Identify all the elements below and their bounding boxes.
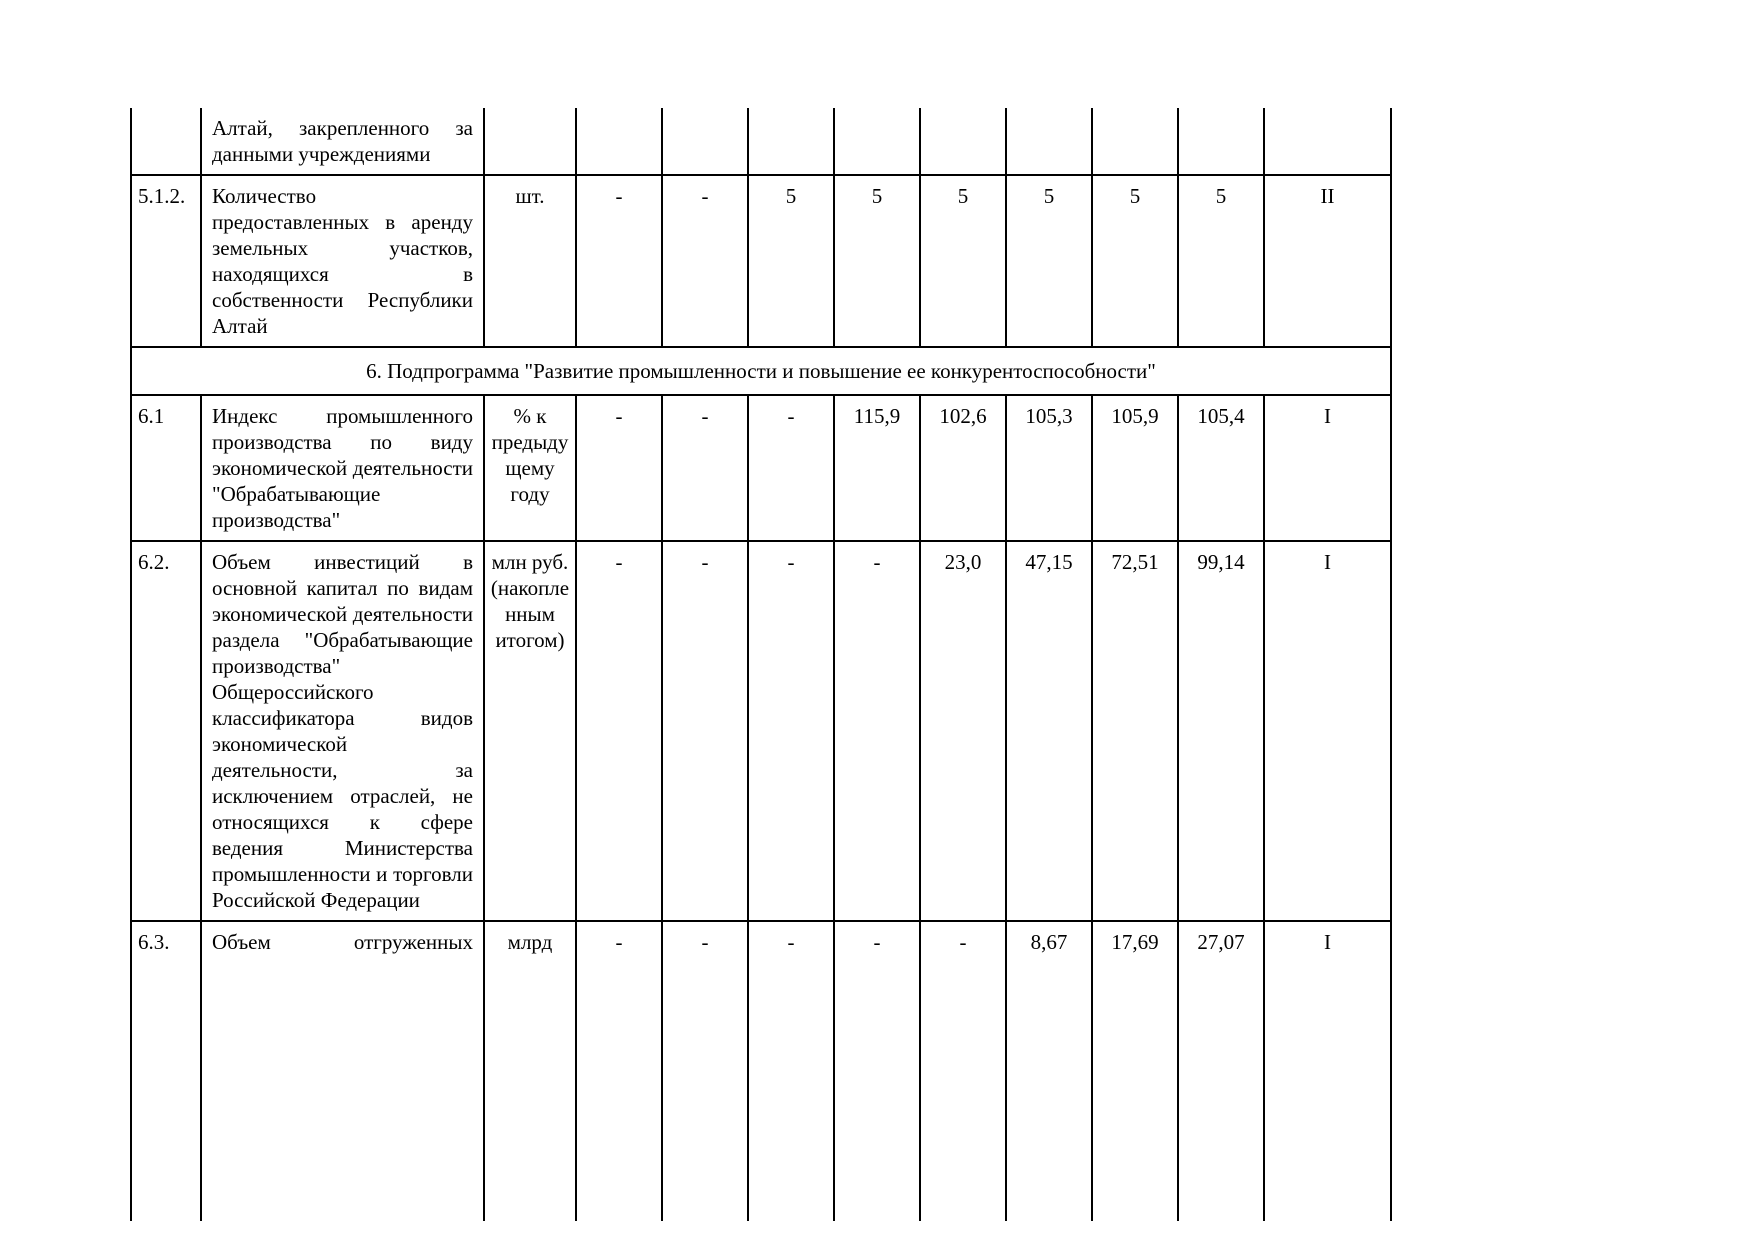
value-cell: 23,0 bbox=[920, 541, 1006, 921]
value-cell: 17,69 bbox=[1092, 921, 1178, 1221]
grade-cell: I bbox=[1264, 395, 1391, 541]
indicator-name-cell: Количество предоставленных в аренду земельных участков, находящихся в собственности Республики Алтай bbox=[201, 175, 484, 347]
indicator-name-cell: Алтай, закрепленного за данными учреждениями bbox=[201, 108, 484, 175]
indicator-name-cell: Объем отгруженных bbox=[201, 921, 484, 1221]
section-header-row bbox=[131, 347, 1391, 395]
section-title: 6. Подпрограмма "Развитие промышленности и повышение ее конкурентоспособности" bbox=[131, 347, 1391, 395]
value-cell: 105,3 bbox=[1006, 395, 1092, 541]
value-cell bbox=[1178, 108, 1264, 175]
value-cell: 99,14 bbox=[1178, 541, 1264, 921]
row-number-cell bbox=[131, 108, 201, 175]
value-cell: 115,9 bbox=[834, 395, 920, 541]
value-cell bbox=[1006, 108, 1092, 175]
indicator-name-cell: Объем инвестиций в основной капитал по видам экономической деятельности раздела "Обрабатывающие производства" Общероссийского классификатора видов экономической деятельности, за исключением отраслей, не относящихся к сфере ведения Министерства промышленности и торговли Российской Федерации bbox=[201, 541, 484, 921]
value-cell: 5 bbox=[920, 175, 1006, 347]
value-cell: - bbox=[662, 541, 748, 921]
value-cell bbox=[920, 108, 1006, 175]
value-cell: - bbox=[834, 541, 920, 921]
row-number-cell: 5.1.2. bbox=[131, 175, 201, 347]
grade-cell: I bbox=[1264, 541, 1391, 921]
value-cell: - bbox=[920, 921, 1006, 1221]
value-cell: 8,67 bbox=[1006, 921, 1092, 1221]
value-cell: - bbox=[576, 921, 662, 1221]
value-cell: - bbox=[834, 921, 920, 1221]
table-row bbox=[131, 541, 1391, 921]
table-row bbox=[131, 395, 1391, 541]
value-cell: 102,6 bbox=[920, 395, 1006, 541]
value-cell bbox=[748, 108, 834, 175]
value-cell: - bbox=[662, 395, 748, 541]
unit-cell: млрд bbox=[484, 921, 576, 1221]
value-cell: - bbox=[576, 541, 662, 921]
grade-cell: II bbox=[1264, 175, 1391, 347]
value-cell: 5 bbox=[1178, 175, 1264, 347]
value-cell bbox=[834, 108, 920, 175]
table-row bbox=[131, 921, 1391, 1221]
indicator-name-cell: Индекс промышленного производства по виду экономической деятельности "Обрабатывающие производства" bbox=[201, 395, 484, 541]
value-cell: 5 bbox=[834, 175, 920, 347]
row-number-cell: 6.2. bbox=[131, 541, 201, 921]
table-row bbox=[131, 108, 1391, 175]
value-cell: 5 bbox=[1092, 175, 1178, 347]
unit-cell bbox=[484, 108, 576, 175]
value-cell: - bbox=[662, 921, 748, 1221]
grade-cell: I bbox=[1264, 921, 1391, 1221]
value-cell: - bbox=[576, 175, 662, 347]
unit-cell: шт. bbox=[484, 175, 576, 347]
value-cell: - bbox=[576, 395, 662, 541]
value-cell: 72,51 bbox=[1092, 541, 1178, 921]
row-number-cell: 6.3. bbox=[131, 921, 201, 1221]
row-number-cell: 6.1 bbox=[131, 395, 201, 541]
table-row bbox=[131, 175, 1391, 347]
value-cell: 105,9 bbox=[1092, 395, 1178, 541]
value-cell bbox=[662, 108, 748, 175]
grade-cell bbox=[1264, 108, 1391, 175]
value-cell: - bbox=[662, 175, 748, 347]
value-cell bbox=[576, 108, 662, 175]
value-cell: - bbox=[748, 541, 834, 921]
value-cell: 5 bbox=[748, 175, 834, 347]
value-cell: - bbox=[748, 921, 834, 1221]
value-cell: 105,4 bbox=[1178, 395, 1264, 541]
unit-cell: % к предыдущему году bbox=[484, 395, 576, 541]
value-cell bbox=[1092, 108, 1178, 175]
indicators-table bbox=[130, 108, 1392, 1221]
value-cell: 27,07 bbox=[1178, 921, 1264, 1221]
table-body bbox=[131, 108, 1391, 1221]
value-cell: 5 bbox=[1006, 175, 1092, 347]
value-cell: 47,15 bbox=[1006, 541, 1092, 921]
value-cell: - bbox=[748, 395, 834, 541]
unit-cell: млн руб. (накопленным итогом) bbox=[484, 541, 576, 921]
